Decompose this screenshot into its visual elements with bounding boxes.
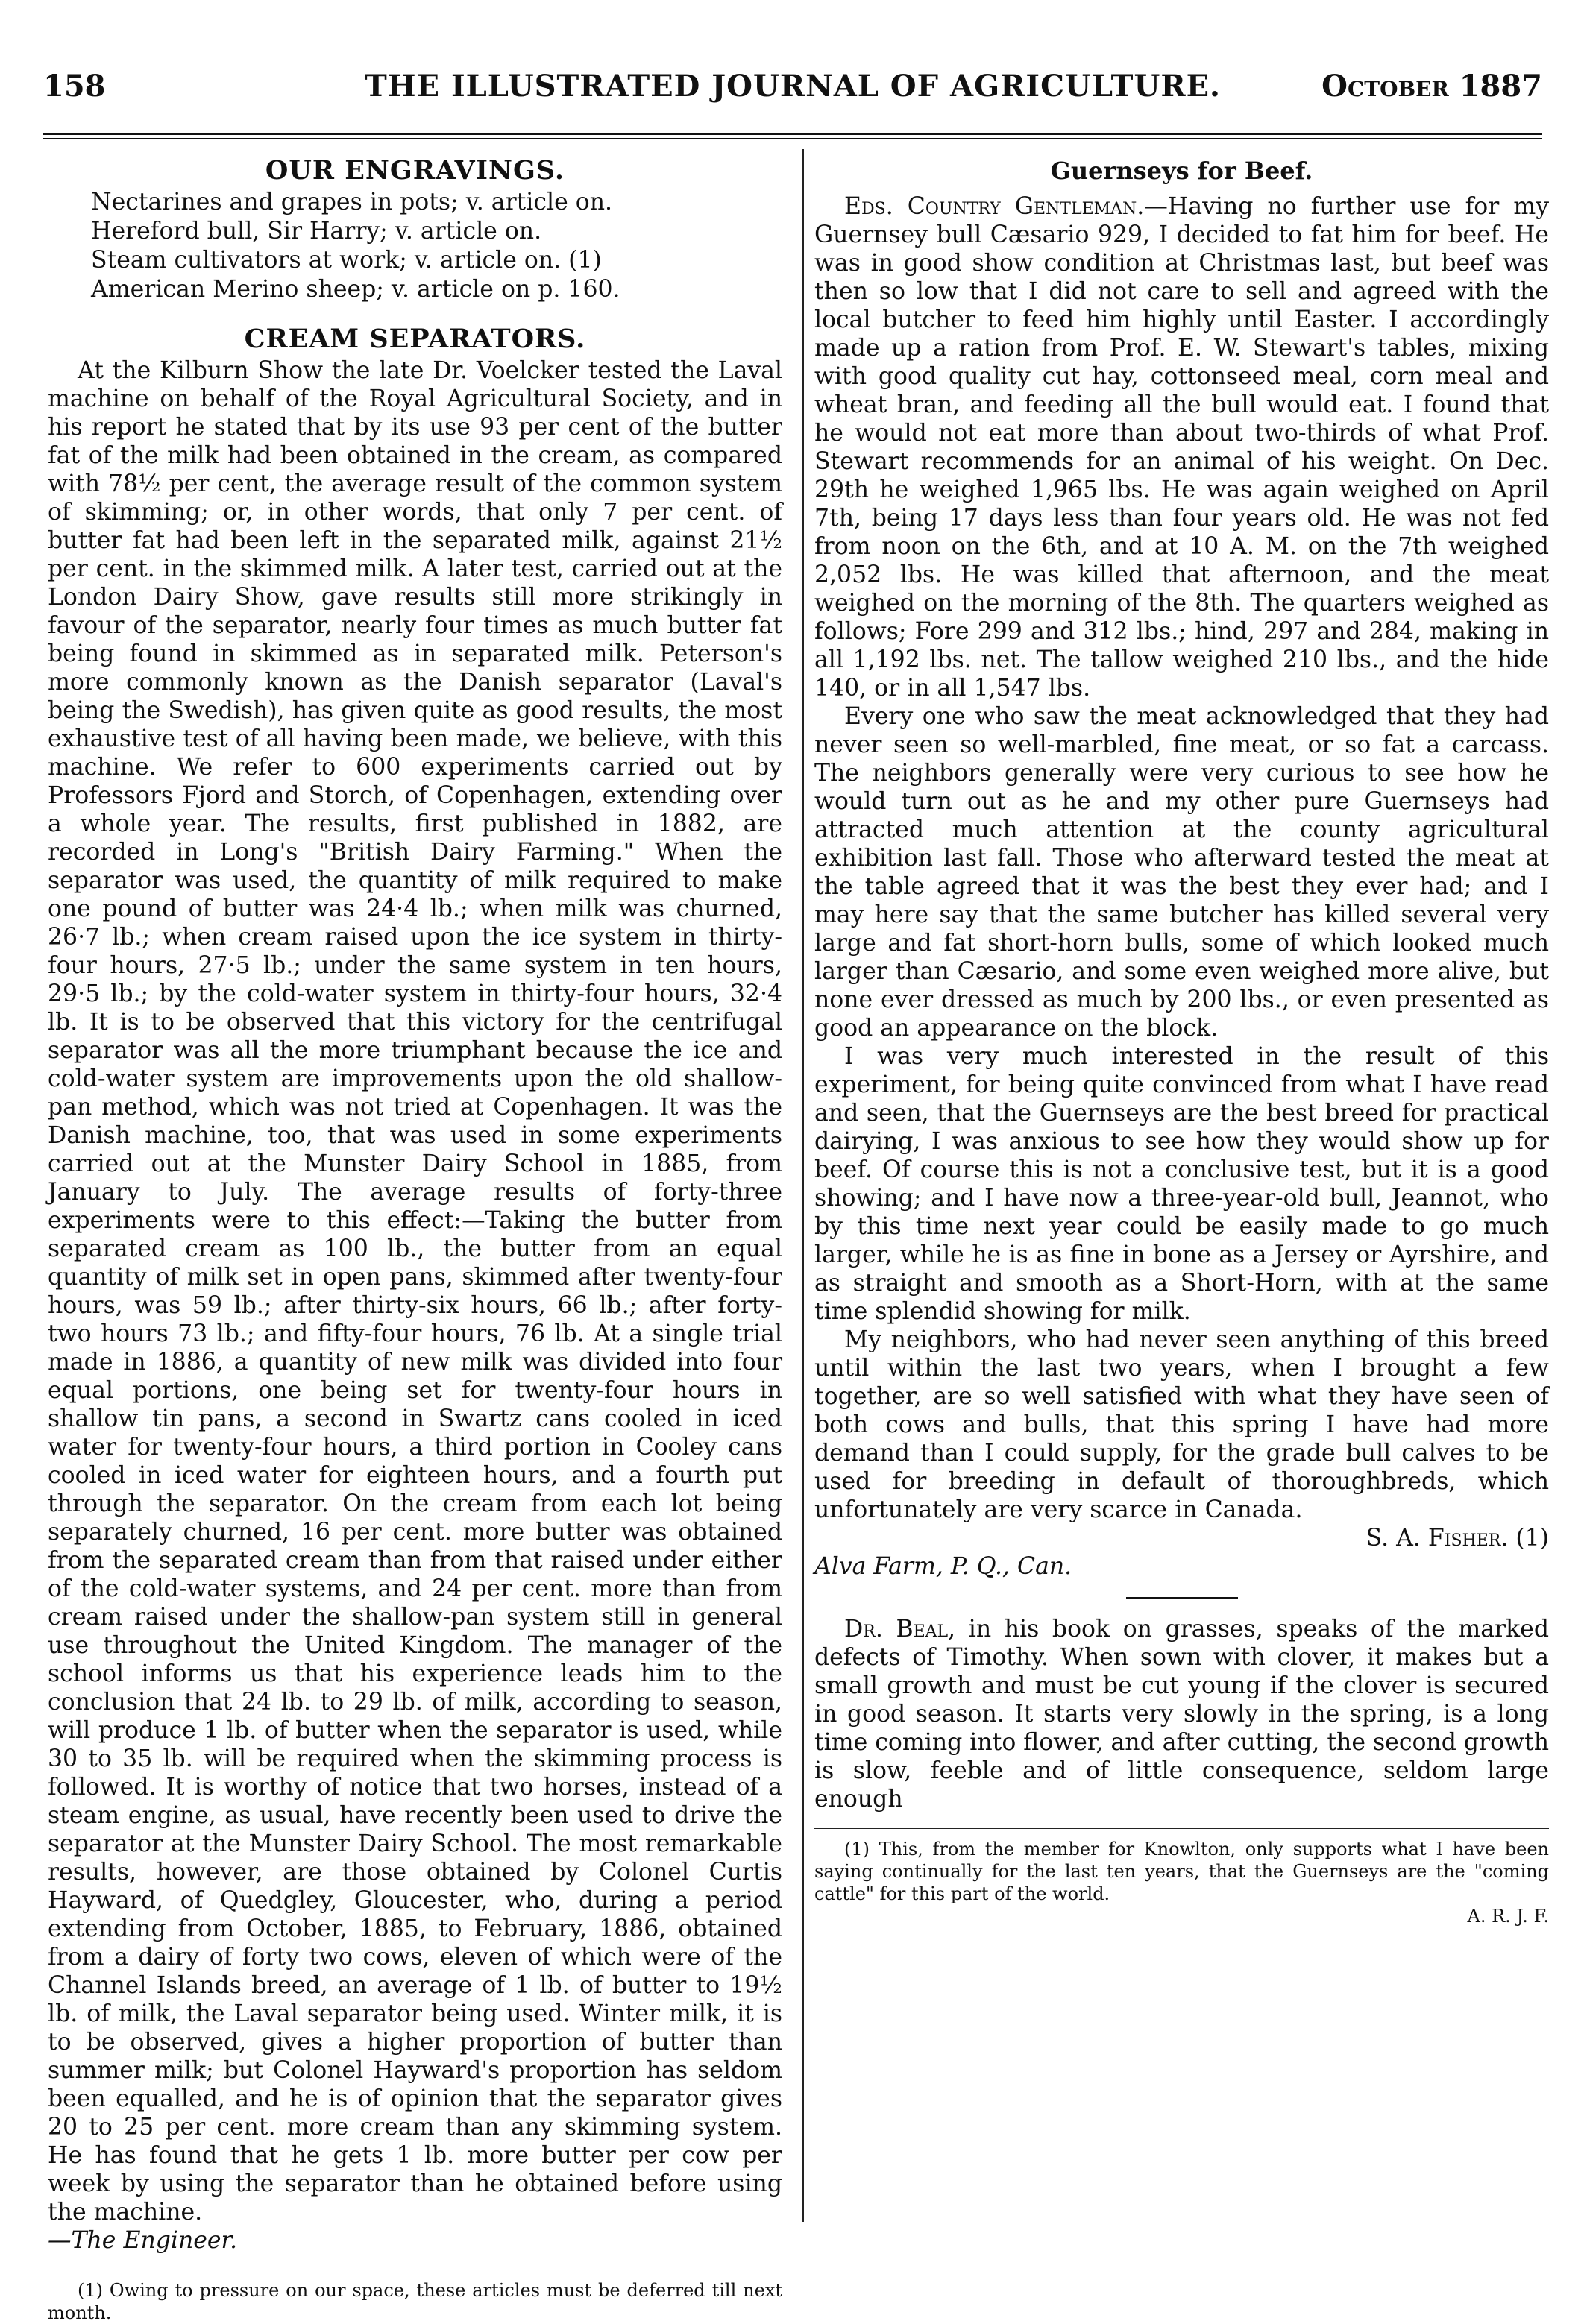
guernseys-paragraph-1-text: —Having no further use for my Guernsey bull Cæsario 929, I decided to fat him for beef. He was in good show condition at Christmas last, but beef was then so low that I did not care to sell and agreed with the local butcher to feed him highly until Easter. I accordingly made up a ration from Prof. E. W. Stewart's tables, mixing with good quality cut hay, cottonseed meal, corn meal and wheat bran, and feeding all the bull would eat. I found that he would not eat more than about two-thirds of what Prof. Stewart recommends for an animal of his weight. On Dec. 29th he weighed 1,965 lbs. He was again weighed on April 7th, being 17 days less than four years old. He was not fed from noon on the 6th, and at 10 A. M. on the 7th weighed 2,052 lbs. He was killed that afternoon, and the meat weighed on the morning of the 8th. The quarters weighed as follows; Fore 299 and 312 lbs.; hind, 297 and 284, making in all 1,192 lbs. net. The tallow weighed 210 lbs., and the hide 140, or in all 1,547 lbs.	[814, 193, 1549, 702]
engraving-item: Steam cultivators at work; v. article on. (1)	[91, 247, 602, 274]
journal-title: THE ILLUSTRATED JOURNAL OF AGRICULTURE.	[365, 69, 1221, 104]
right-column	[814, 157, 1549, 1927]
cream-separators-title: CREAM SEPARATORS.	[244, 324, 586, 354]
right-footnote: (1) This, from the member for Knowlton, only supports what I have been saying continually for the last ten years, that the Guernseys are the "coming cattle" for this part of the world.	[814, 1839, 1549, 1904]
beal-paragraph	[814, 1615, 1549, 1813]
section-rule	[1126, 1597, 1238, 1599]
guernseys-addressee: Eds. Country Gentleman.	[844, 193, 1145, 220]
beal-text: in his book on grasses, speaks of the marked defects of Timothy. When sown with clover, it makes but a small growth and must be cut young if the clover is secured in good season. It starts very slowly in the spring, is a long time coming into flower, and after cutting, the second growth is slow, feeble and of little consequence, seldom large enough	[814, 1616, 1549, 1813]
left-footnote: (1) Owing to pressure on our space, these articles must be deferred till next month.	[48, 2280, 782, 2323]
cream-separators-body: At the Kilburn Show the late Dr. Voelcker tested the Laval machine on behalf of the Royal Agricultural Society, and in his report he stated that by its use 93 per cent of the butter fat of the milk had been obtained in the cream, as compared with 78½ per cent, the average result of the common system of skimming; or, in other words, that only 7 per cent. of butter fat had been left in the separated milk, against 21½ per cent. in the skimmed milk. A later test, carried out at the London Dairy Show, gave results still more strikingly in favour of the separator, nearly four times as much butter fat being found in skimmed as in separated milk. Peterson's more commonly known as the Danish separator (Laval's being the Swedish), has given quite as good results, the most exhaustive test of all having been made, we believe, with this machine. We refer to 600 experiments carried out by Professors Fjord and Storch, of Copenhagen, extending over a whole year. The results, first published in 1882, are recorded in Long's "British Dairy Farming." When the separator was used, the quantity of milk required to make one pound of butter was 24·4 lb.; when milk was churned, 26·7 lb.; when cream raised upon the ice system in thirty-four hours, 27·5 lb.; under the same system in ten hours, 29·5 lb.; by the cold-water system in thirty-four hours, 32·4 lb. It is to be observed that this victory for the centrifugal separator was all the more triumphant because the ice and cold-water system are improvements upon the old shallow-pan method, which was not tried at Copenhagen. It was the Danish machine, too, that was used in some experiments carried out at the Munster Dairy School in 1885, from January to July. The average results of forty-three experiments were to this effect:—Taking the butter from separated cream as 100 lb., the butter from an equal quantity of milk set in open pans, skimmed after twenty-four hours, was 59 lb.; after thirty-six hours, 66 lb.; after forty-two hours 73 lb.; and fifty-four hours, 76 lb. At a single trial made in 1886, a quantity of new milk was divided into four equal portions, one being set for twenty-four hours in shallow tin pans, a second in Swartz cans cooled in iced water for twenty-four hours, a third portion in Cooley cans cooled in iced water for eighteen hours, and a fourth put through the separator. On the cream from each lot being separately churned, 16 per cent. more butter was obtained from the separated cream than from that raised under either of the cold-water systems, and 24 per cent. more than from cream raised under the shallow-pan system still in general use throughout the United Kingdom. The manager of the school informs us that his experience leads him to the conclusion that 24 lb. to 29 lb. of milk, according to season, will produce 1 lb. of butter when the separator is used, while 30 to 35 lb. will be required when the skimming process is followed. It is worthy of notice that two horses, instead of a steam engine, as usual, have recently been used to drive the separator at the Munster Dairy School. The most remarkable results, however, are those obtained by Colonel Curtis Hayward, of Quedgley, Gloucester, who, during a period extending from October, 1885, to February, 1886, obtained from a dairy of forty two cows, eleven of which were of the Channel Islands breed, an average of 1 lb. of butter to 19½ lb. of milk, the Laval separator being used. Winter milk, it is to be observed, gives a higher proportion of butter than summer milk; but Colonel Hayward's proportion has seldom been equalled, and he is of opinion that the separator gives 20 to 25 per cent. more cream than any skimming system. He has found that he gets 1 lb. more butter per cow per week by using the separator than he obtained before using the machine.	[48, 357, 782, 2226]
footnote-rule	[814, 1828, 1549, 1829]
page-header	[43, 69, 1542, 113]
engravings-title: OUR ENGRAVINGS.	[265, 155, 565, 186]
issue-date: October 1887	[1321, 69, 1542, 104]
guernseys-paragraph-1	[814, 192, 1549, 702]
guernseys-signature: S. A. Fisher. (1)	[1365, 1525, 1549, 1552]
guernseys-title: Guernseys for Beef.	[1050, 157, 1313, 185]
page-number: 158	[43, 69, 106, 104]
guernseys-location: Alva Farm, P. Q., Can.	[814, 1553, 1072, 1580]
header-rule-thin	[43, 138, 1542, 139]
engraving-item: Nectarines and grapes in pots; v. article on.	[91, 189, 612, 215]
cream-separators-source: —The Engineer.	[48, 2227, 238, 2254]
column-divider	[802, 149, 804, 2222]
guernseys-paragraph-3: I was very much interested in the result of this experiment, for being quite convinced from what I have read and seen, that the Guernseys are the best breed for practical dairying, I was anxious to see how they would show up for beef. Of course this is not a conclusive test, but it is a good showing; and I have now a three-year-old bull, Jeannot, who by this time next year could be easily made to go much larger, while he is as fine in bone as a Jersey or Ayrshire, and as straight and smooth as a Short-Horn, with at the same time splendid showing for milk.	[814, 1043, 1549, 1325]
guernseys-paragraph-4: My neighbors, who had never seen anything of this breed until within the last two years, when I brought a few together, are so well satisfied with what they have seen of both cows and bulls, that this spring I have had more demand than I could supply, for the grade bull calves to be used for breeding in default of thoroughbreds, which unfortunately are very scarce in Canada.	[814, 1326, 1549, 1523]
engraving-item: Hereford bull, Sir Harry; v. article on.	[91, 218, 542, 245]
engraving-item: American Merino sheep; v. article on p. 160.	[91, 276, 620, 303]
right-footnote-signature: A. R. J. F.	[1467, 1906, 1549, 1927]
header-rule	[43, 133, 1542, 135]
beal-name: Dr. Beal,	[844, 1616, 956, 1643]
guernseys-paragraph-2: Every one who saw the meat acknowledged that they had never seen so well-marbled, fine meat, or so fat a carcass. The neighbors generally were very curious to see how he would turn out as he and my other pure Guernseys had attracted much attention at the county agricultural exhibition last fall. Those who afterward tested the meat at the table agreed that it was the best they ever had; and I may here say that the same butcher has killed several very large and fat short-horn bulls, some of which looked much larger than Cæsario, and some even weighed more alive, but none ever dressed as much by 200 lbs., or even presented as good an appearance on the block.	[814, 703, 1549, 1042]
left-column	[48, 157, 782, 2324]
engravings-list	[48, 188, 782, 304]
